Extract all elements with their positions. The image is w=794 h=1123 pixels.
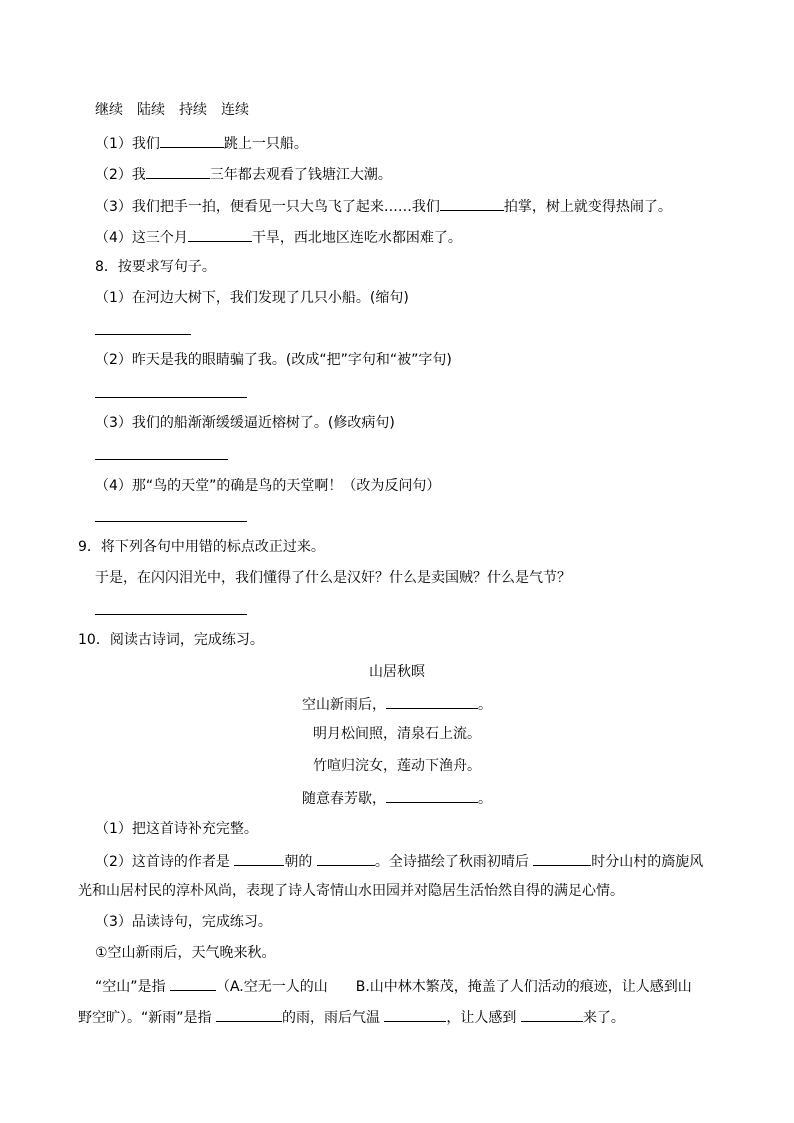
fill-blank[interactable] — [146, 163, 210, 179]
poem-line-2: 明月松间照，清泉石上流。 — [313, 726, 481, 742]
q10-sub-3-question-2: 野空旷）。“新雨”是指 的雨，雨后气温 ，让人感到 来了。 — [78, 1006, 625, 1028]
q10-sub-2-line-2: 光和山居村民的淳朴风尚，表现了诗人寄情山水田园并对隐居生活怡然自得的满足心情。 — [78, 883, 624, 899]
q8-item-4: （4）那“鸟的天堂”的确是鸟的天堂啊！（改为反问句） — [95, 478, 441, 494]
fill-blank[interactable] — [386, 693, 478, 709]
fill-blank[interactable] — [317, 850, 375, 866]
q10-sub-2: （2）这首诗的作者是 朝的 。全诗描绘了秋雨初晴后 时分山村的旖旎风 — [95, 850, 703, 872]
fill-blank[interactable] — [521, 1006, 583, 1022]
answer-line[interactable] — [95, 614, 247, 615]
answer-line[interactable] — [95, 459, 228, 460]
answer-line[interactable] — [95, 521, 247, 522]
question-8-title: 8．按要求写句子。 — [95, 259, 216, 275]
poem-line-4: 随意春芳歇， 。 — [0, 787, 794, 809]
q8-item-1: （1）在河边大树下，我们发现了几只小船。(缩句) — [95, 290, 409, 306]
fill-item-2: （2）我 三年都去观看了钱塘江大潮。 — [95, 163, 392, 185]
fill-item-3: （3）我们把手一拍，便看见一只大鸟飞了起来……我们 拍掌，树上就变得热闹了。 — [95, 195, 672, 217]
poem-line-3: 竹喧归浣女，莲动下渔舟。 — [313, 758, 481, 774]
fill-blank[interactable] — [234, 850, 284, 866]
fill-blank[interactable] — [440, 195, 504, 211]
fill-blank[interactable] — [533, 850, 591, 866]
poem-title: 山居秋暝 — [369, 664, 425, 680]
fill-blank[interactable] — [170, 975, 216, 991]
answer-line[interactable] — [95, 397, 247, 398]
q10-sub-3: （3）品读诗句，完成练习。 — [95, 914, 272, 930]
poem-line-1: 空山新雨后， 。 — [0, 693, 794, 715]
fill-blank[interactable] — [216, 1006, 282, 1022]
q8-item-2: （2）昨天是我的眼睛骗了我。(改成“把”字句和“被”字句) — [95, 352, 452, 368]
answer-line[interactable] — [95, 334, 191, 335]
q9-sentence: 于是，在闪闪泪光中，我们懂得了什么是汉奸？什么是卖国贼？什么是气节？ — [95, 570, 571, 586]
q10-sub-1: （1）把这首诗补充完整。 — [95, 821, 258, 837]
fill-blank[interactable] — [384, 1006, 446, 1022]
fill-blank[interactable] — [386, 787, 478, 803]
q8-item-3: （3）我们的船渐渐缓缓逼近榕树了。(修改病句) — [95, 415, 395, 431]
fill-item-4: （4）这三个月 干旱，西北地区连吃水都困难了。 — [95, 226, 462, 248]
fill-blank[interactable] — [160, 132, 224, 148]
word-bank: 继续 陆续 持续 连续 — [95, 102, 249, 118]
q10-sub-3-question-1: “空山”是指 （A.空无一人的山 B.山中林木繁茂，掩盖了人们活动的痕迹，让人感到山 — [95, 975, 692, 997]
question-9-title: 9．将下列各句中用错的标点改正过来。 — [78, 539, 325, 555]
question-10-title: 10．阅读古诗词，完成练习。 — [78, 632, 264, 648]
fill-blank[interactable] — [188, 226, 252, 242]
q10-sub-3-verse: ①空山新雨后，天气晚来秋。 — [95, 945, 276, 961]
fill-item-1: （1）我们 跳上一只船。 — [95, 132, 308, 154]
